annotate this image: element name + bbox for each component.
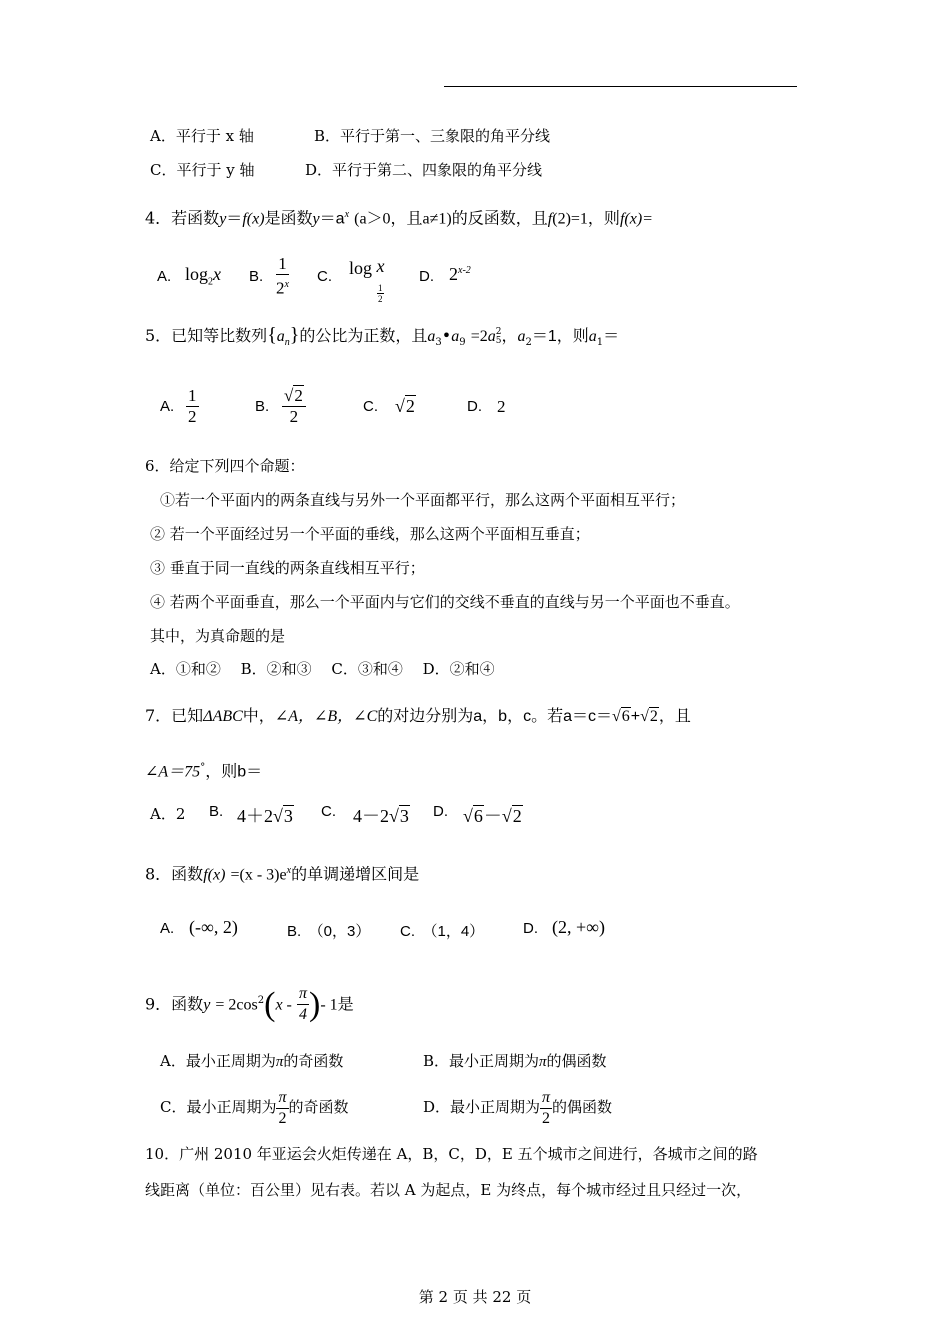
- q9-stem: 9．函数$y = 2\cos^2(x$ - $\frac{\pi}{4}$ )- 1是: [145, 985, 354, 1024]
- q7-stem: 7．已知ΔABC中，∠A，∠B，∠C的对边分别为a，b，c。若a＝c＝√6+√2，且: [145, 706, 691, 725]
- q4-x: (x): [246, 210, 265, 228]
- q8-a-label: A.: [160, 920, 175, 937]
- q4-suffix2: ，则: [587, 208, 620, 228]
- q5-eq: =2: [470, 328, 488, 345]
- q5-a1-sub: 1: [596, 337, 604, 349]
- q4-b-num: 1: [276, 254, 289, 275]
- header-rule: [444, 86, 797, 87]
- q7-c-expr: 4－2√3: [353, 806, 409, 826]
- q4-c-var: x: [376, 256, 385, 276]
- q7-sides: a，b，c。: [473, 708, 548, 725]
- q7-c-label: C.: [321, 803, 336, 820]
- q8-a-val: (-∞, 2): [189, 917, 238, 937]
- q9-b-pi: π: [539, 1054, 547, 1070]
- q6-stem: 6．给定下列四个命题：: [145, 457, 305, 475]
- q4-b-frac: [276, 254, 289, 299]
- q9-d-den: 2: [542, 1109, 551, 1127]
- q4-b-label: B.: [249, 268, 264, 285]
- q7-b-val: 4＋2: [237, 806, 273, 826]
- q7-degree: °: [200, 762, 206, 773]
- q7-mid1: 中，: [242, 706, 275, 725]
- q4-cond: (a＞0，且a≠1): [354, 210, 452, 228]
- q7-option-a: A．2: [150, 805, 186, 823]
- q7-c-val: 4－2: [353, 806, 389, 826]
- q5-a-frac: [186, 386, 199, 427]
- q7-eq: a＝c＝: [563, 708, 613, 725]
- q7-b-expr: 4＋2√3: [237, 806, 293, 826]
- q5-a3: a: [427, 328, 436, 345]
- q5-b-frac: $\frac{√2}{2}$: [282, 386, 306, 427]
- q4-eq: ＝: [226, 208, 243, 228]
- q4-d-base: 2: [449, 264, 458, 284]
- q5-then: ，则: [556, 326, 589, 345]
- q5-d-val: 2: [497, 397, 506, 416]
- q4-y: y: [219, 210, 227, 228]
- q10-line-1: 10．广州 2010 年亚运会火炬传递在 A，B，C，D，E 五个城市之间进行，各城市之间的路: [145, 1145, 758, 1163]
- q5-end: ＝: [603, 326, 620, 345]
- q8-sup: x: [286, 865, 292, 876]
- q7-b-root: 3: [283, 806, 293, 826]
- q4-ax: ＝a: [319, 210, 345, 228]
- q8-d-label: D.: [523, 920, 538, 937]
- q4-y2: y: [312, 210, 320, 228]
- q4-c-sub-den: 2: [378, 294, 383, 304]
- q5-a2: a: [517, 328, 526, 345]
- q5-a9: a: [451, 328, 460, 345]
- q5-c-label: C.: [363, 398, 378, 415]
- q7-stem-prefix: 7．已知: [145, 706, 204, 725]
- q5-a5-sub: 5: [495, 335, 502, 346]
- q4-a-expr: [185, 264, 221, 288]
- q7-plus: +: [630, 708, 641, 725]
- q7-d-root1: 6: [473, 806, 483, 826]
- q4-c-log: log: [349, 258, 373, 278]
- q9-c-text: C．最小正周期为: [160, 1098, 277, 1116]
- q6-prop-1: ①若一个平面内的两条直线与另外一个平面都平行，那么这两个平面相互平行；: [160, 491, 686, 509]
- q9-x: x -: [275, 996, 292, 1014]
- q9-option-b: [423, 1050, 607, 1071]
- q5-a-den: 2: [188, 407, 197, 426]
- q4-suffix1: 的反函数，且: [451, 208, 548, 228]
- q8-stem-prefix: 8．函数: [145, 864, 204, 884]
- q7-c-root: 3: [399, 806, 409, 826]
- q7-d-root2: 2: [512, 806, 522, 826]
- q4-a-log: log: [185, 264, 209, 284]
- q5-a9-sub: 9: [459, 337, 466, 349]
- q7-then: ，则: [205, 761, 238, 781]
- q6-options: A．①和② B．②和③ C．③和④ D．②和④: [150, 660, 495, 678]
- q3-option-c: C．平行于 y 轴: [150, 161, 255, 179]
- q4-mid: 是函数: [264, 208, 313, 228]
- q5-c-expr: √2: [395, 396, 415, 416]
- q4-c-label: C.: [317, 268, 332, 285]
- q4-d-sup: x-2: [458, 265, 471, 276]
- q5-c-val: 2: [405, 396, 415, 416]
- q3-option-b: B．平行于第一、三象限的角平分线: [314, 127, 551, 145]
- q9-stem-prefix: 9．函数: [145, 994, 204, 1014]
- q5-stem-prefix: 5．已知等比数列: [145, 326, 268, 345]
- q7-b: b＝: [237, 763, 263, 781]
- q8-eq: =(x - 3)e: [230, 866, 287, 884]
- q8-option-b: B. （0，3）: [287, 923, 371, 940]
- q4-b-den-sup: x: [284, 279, 289, 290]
- q5-a-num: 1: [188, 386, 197, 405]
- q5-b-label: B.: [255, 398, 270, 415]
- page-footer: 第 2 页 共 22 页: [418, 1288, 532, 1306]
- q9-c-num: π: [276, 1088, 288, 1109]
- q9-option-c: [160, 1086, 349, 1129]
- q5-a3-sub: 3: [435, 337, 442, 349]
- q5-mid: 的公比为正数，且: [299, 326, 428, 345]
- q9-a-text: A．最小正周期为: [160, 1052, 276, 1070]
- q7-triangle: ΔABC: [203, 708, 243, 725]
- q7-d-expr: √6－√2: [463, 806, 522, 826]
- q9-d-text: D．最小正周期为: [423, 1098, 541, 1116]
- q4-f: f: [242, 210, 247, 228]
- q6-prop-2: ② 若一个平面经过另一个平面的垂线，那么这两个平面相互垂直；: [150, 525, 590, 543]
- q7-b-label: B.: [209, 803, 224, 820]
- q5-comma: ，: [501, 326, 518, 345]
- q8-d-val: (2, +∞): [552, 917, 605, 937]
- q4-c-expr: [349, 258, 385, 279]
- q5-b-num: 2: [294, 386, 303, 405]
- q4-stem-prefix: 4．若函数: [145, 208, 220, 228]
- q4-c-sub-num: 1: [378, 283, 383, 293]
- q9-b-end: 的偶函数: [546, 1052, 607, 1070]
- q5-stem: 5．已知等比数列$\{a_n\}$的公比为正数，且$a_3•a_9 =2a$ 2 5 ，$a_2=1$，则$a_1=$: [145, 324, 620, 349]
- q7-line2: [145, 758, 262, 782]
- q4-d-label: D.: [419, 268, 434, 285]
- q9-pi: π: [297, 984, 309, 1005]
- q4-val: (2)=1: [552, 210, 588, 228]
- q8-end: 的单调递增区间是: [291, 864, 420, 884]
- q6-ask: 其中，为真命题的是: [150, 627, 286, 645]
- q3-option-d: D．平行于第二、四象限的角平分线: [305, 161, 543, 179]
- q3-option-a: A．平行于 x 轴: [150, 127, 254, 145]
- q4-f3: f: [619, 210, 625, 228]
- q9-option-d: [423, 1086, 612, 1129]
- q9-c-end: 的奇函数: [288, 1098, 349, 1116]
- q5-seq-sub: n: [284, 337, 290, 349]
- q6-prop-3: ③ 垂直于同一直线的两条直线相互平行；: [150, 559, 425, 577]
- q8-option-c: C. （1，4）: [400, 923, 485, 940]
- q9-a-end: 的奇函数: [283, 1052, 344, 1070]
- q5-a5-sup: 2: [495, 326, 502, 337]
- q4-a-sub: 2: [208, 276, 214, 288]
- q7-root2: 2: [649, 708, 658, 725]
- q4-a-var: x: [213, 264, 222, 284]
- q9-a-pi: π: [275, 1054, 284, 1070]
- q9-sup: 2: [257, 995, 265, 1006]
- q7-angle-a: ∠A＝75: [145, 763, 201, 781]
- q7-d-label: D.: [433, 803, 448, 820]
- q9-tail: - 1: [320, 996, 338, 1014]
- q6-prop-4: ④ 若两个平面垂直，那么一个平面内与它们的交线不垂直的直线与另一个平面也不垂直。: [150, 593, 740, 611]
- q7-d-minus: －: [483, 806, 502, 826]
- q5-a2-sub: 2: [525, 337, 532, 349]
- q5-a5: a: [487, 328, 496, 345]
- q8-f: f: [203, 866, 208, 884]
- q5-b-den: 2: [289, 407, 299, 426]
- q4-end: (x)=: [624, 210, 653, 228]
- q9-eq: = 2cos: [215, 996, 258, 1014]
- q8-x: (x): [207, 866, 226, 884]
- q4-stem: [145, 205, 653, 229]
- q9-d-end: 的偶函数: [552, 1098, 613, 1116]
- q8-stem: [145, 861, 419, 885]
- q5-d-label: D.: [467, 398, 482, 415]
- q9-b-text: B．最小正周期为: [423, 1052, 540, 1070]
- q5-dot: •: [441, 326, 452, 345]
- q5-a2-val: ＝1: [531, 328, 557, 345]
- q7-root1: 6: [621, 708, 630, 725]
- q4-ax-sup: x: [344, 209, 350, 220]
- q10-line-2: 线距离（单位：百公里）见右表。若以 A 为起点，E 为终点，每个城市经过且只经过一次，: [145, 1181, 752, 1199]
- q4-d-expr: [449, 264, 471, 285]
- q4-c-sub: [377, 283, 384, 304]
- q7-angles: ∠A，∠B，∠C: [274, 708, 378, 725]
- q7-if: 若: [547, 706, 564, 725]
- q9-option-a: [160, 1050, 343, 1071]
- q5-a1: a: [588, 328, 597, 345]
- q9-c-den: 2: [278, 1109, 287, 1127]
- q7-end: ，且: [658, 706, 691, 725]
- q4-f2: f: [547, 210, 553, 228]
- q4-b-den: 2: [276, 278, 285, 298]
- q9-end: 是: [337, 994, 354, 1014]
- q9-y: y: [203, 996, 211, 1014]
- q5-a-label: A.: [160, 398, 175, 415]
- q4-a-label: A.: [157, 268, 172, 285]
- q5-seq: a: [276, 328, 285, 345]
- q7-mid2: 的对边分别为: [377, 706, 474, 725]
- q9-d-num: π: [540, 1088, 552, 1109]
- q9-four: 4: [298, 1006, 307, 1024]
